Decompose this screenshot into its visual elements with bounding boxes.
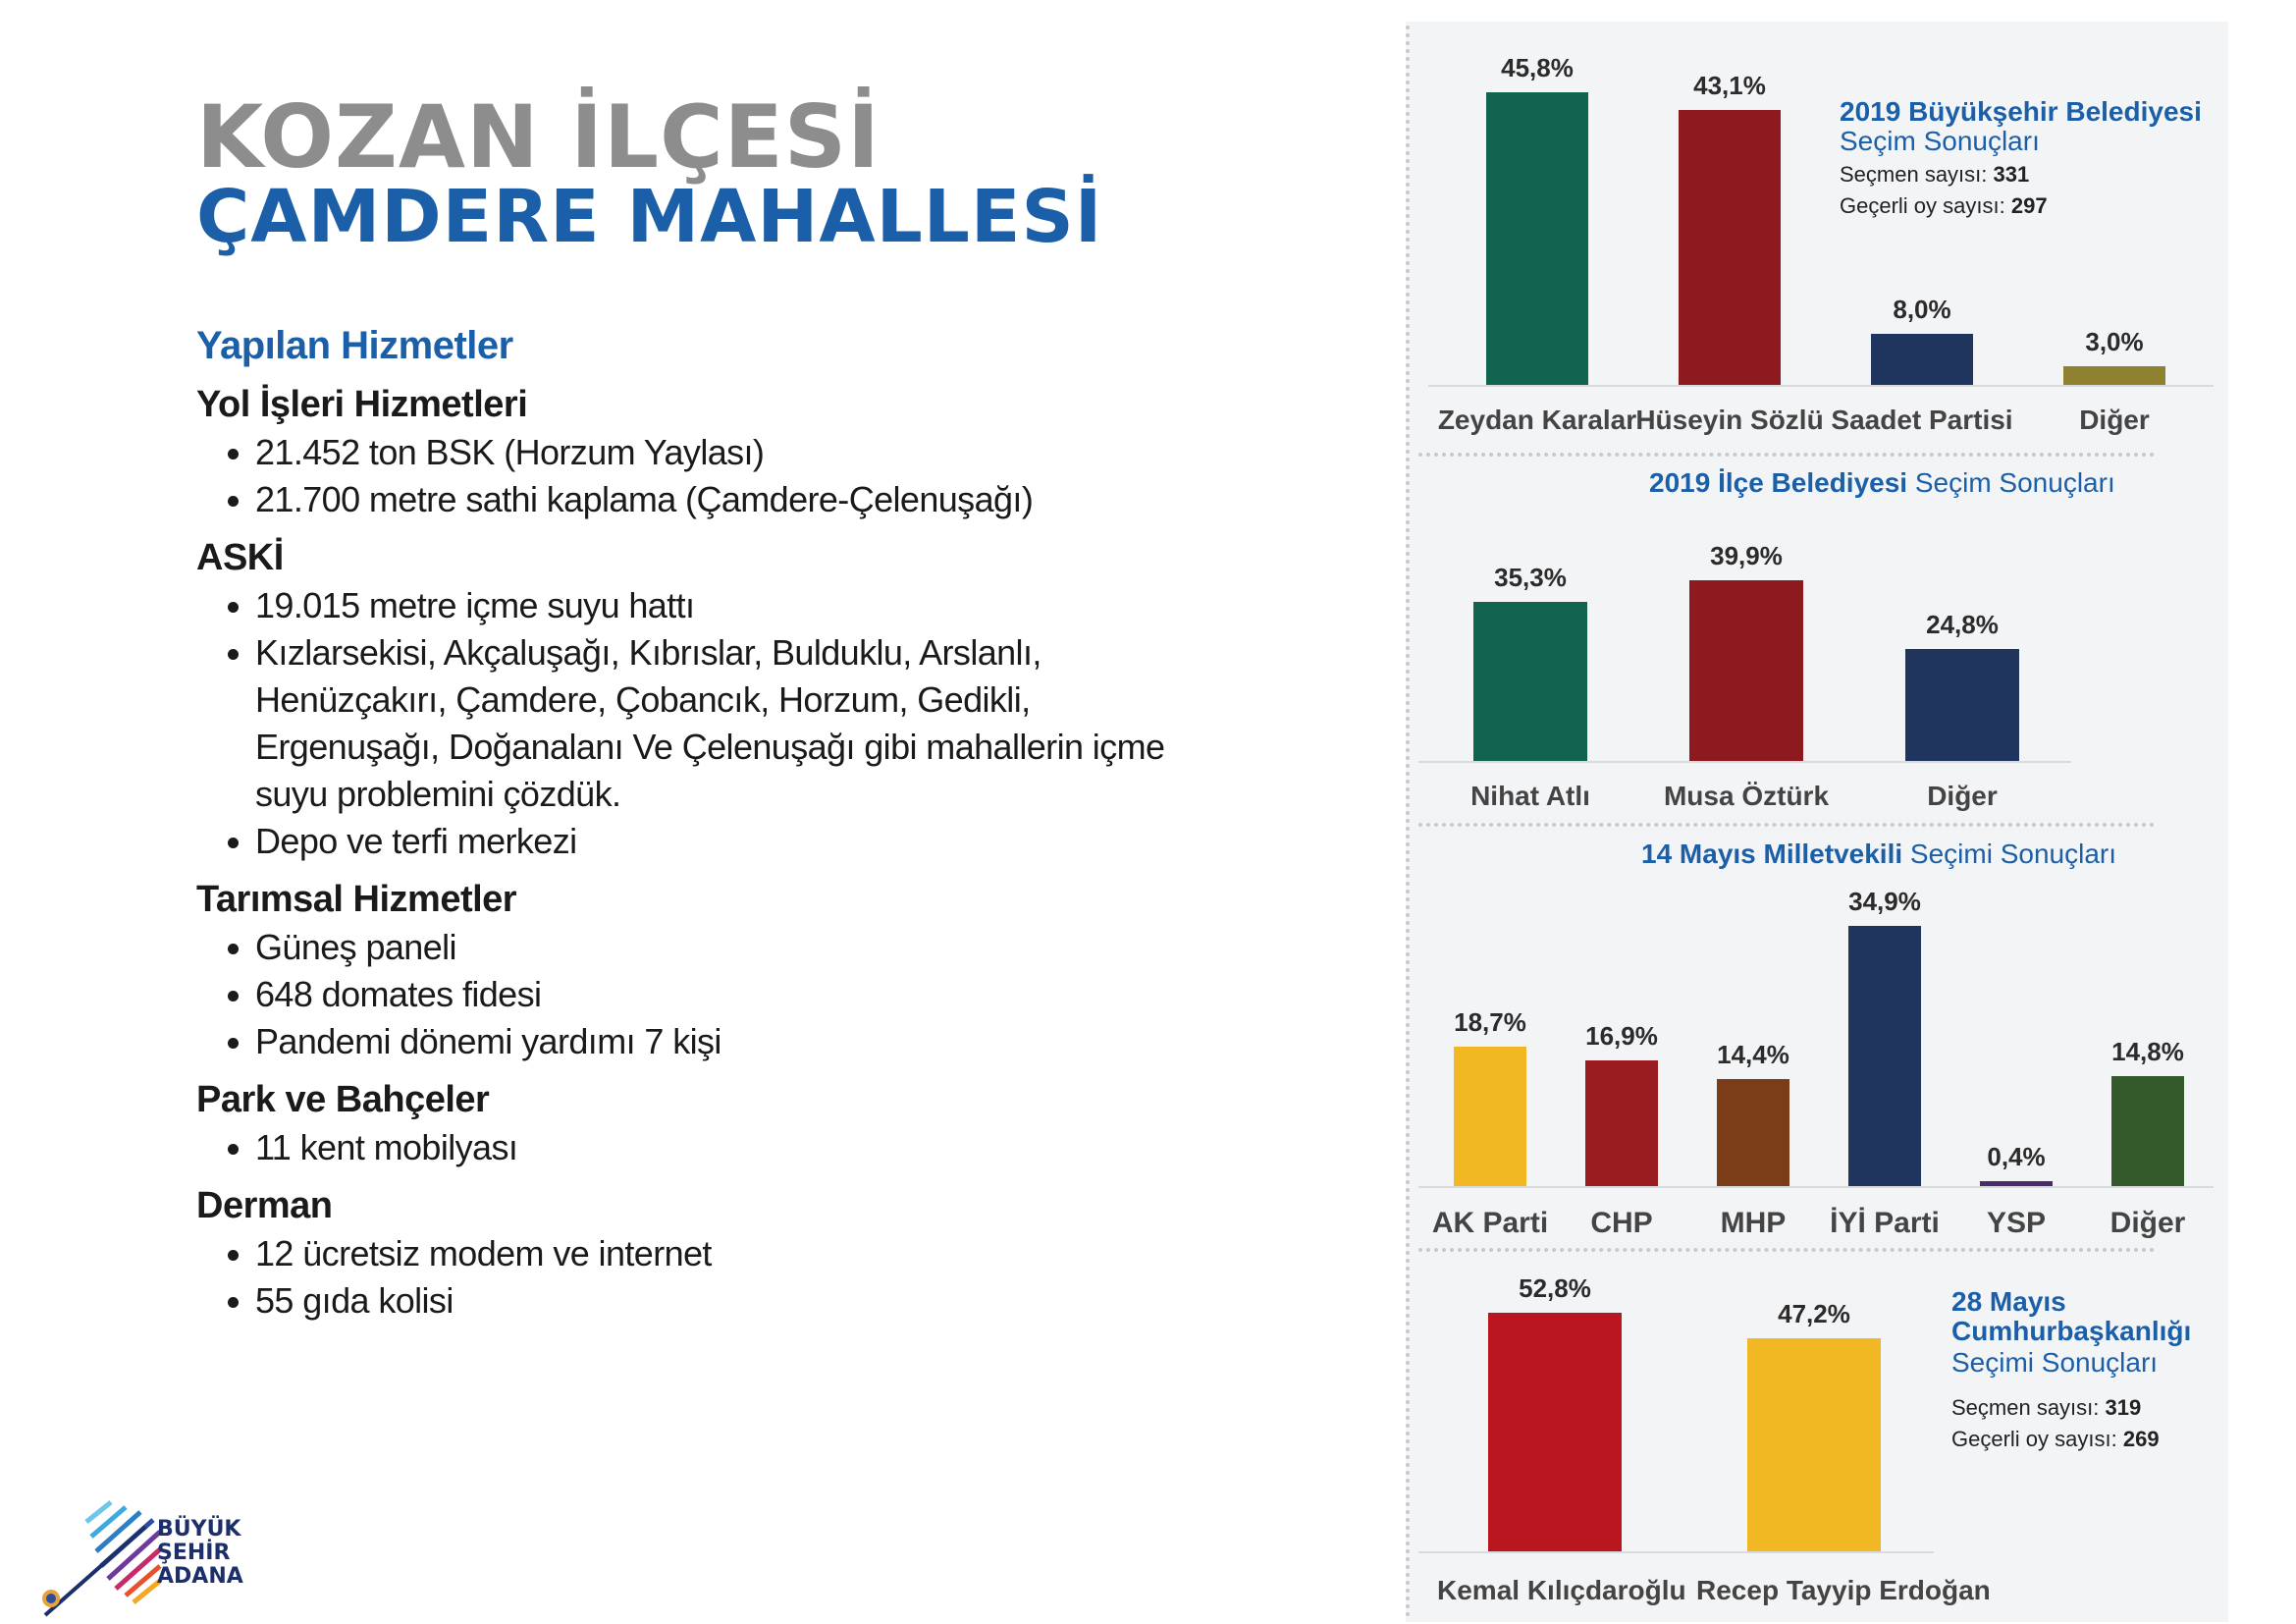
chart-2-category-label: Nihat Atlı	[1470, 781, 1590, 811]
district-title: KOZAN İLÇESİ	[196, 86, 881, 188]
chart-3-value-label: 14,4%	[1717, 1039, 1789, 1069]
chart-1-bar	[2063, 366, 2165, 386]
logo-line-2: ŞEHİR	[157, 1541, 231, 1565]
chart-3-value-label: 34,9%	[1848, 886, 1921, 916]
neighborhood-title: ÇAMDERE MAHALLESİ	[196, 175, 1103, 259]
service-item: 19.015 metre içme suyu hattı	[228, 582, 1178, 629]
services-sections	[196, 380, 1178, 1325]
chart-2-value-label: 39,9%	[1710, 541, 1783, 571]
services-title: Yapılan Hizmetler	[196, 324, 513, 367]
chart-3-baseline	[1418, 1186, 2214, 1188]
chart-1-category-label: Hüseyin Sözlü	[1635, 405, 1824, 435]
service-item: Depo ve terfi merkezi	[228, 818, 1178, 865]
chart-4-value-label: 47,2%	[1778, 1298, 1850, 1328]
service-item: 21.452 ton BSK (Horzum Yaylası)	[228, 429, 1178, 476]
chart-4-title-bold: 28 Mayıs	[1951, 1286, 2066, 1317]
chart-2-bar	[1905, 649, 2019, 761]
valid-votes-count: 269	[2122, 1427, 2160, 1451]
chart-2-value-label: 24,8%	[1926, 609, 1999, 639]
chart-1-category-label: Diğer	[2079, 405, 2150, 435]
chart-2-baseline	[1418, 761, 2071, 763]
chart-1-title-rest: Seçim Sonuçları	[1840, 126, 2040, 156]
chart-3-category-label: CHP	[1590, 1207, 1653, 1239]
service-items	[196, 582, 1178, 865]
service-section-heading: Park ve Bahçeler	[196, 1079, 490, 1120]
voters-label: Seçmen sayısı:	[1840, 162, 1988, 187]
chart-3-bar	[1454, 1047, 1526, 1186]
service-items	[196, 1124, 1178, 1171]
chart-3-bar	[1585, 1060, 1658, 1186]
service-items	[196, 924, 1178, 1065]
chart-2-title	[1649, 467, 2115, 499]
section-divider-2	[1418, 823, 2155, 827]
chart-3-category-label: AK Parti	[1431, 1207, 1549, 1239]
chart-4-bar	[1488, 1313, 1622, 1551]
service-section	[196, 875, 1178, 1065]
voters-count: 319	[2105, 1395, 2142, 1420]
chart-1-bar	[1486, 92, 1588, 385]
chart-3-value-label: 16,9%	[1585, 1020, 1658, 1051]
voters-label: Seçmen sayısı:	[1951, 1395, 2100, 1420]
service-section-heading: Yol İşleri Hizmetleri	[196, 384, 528, 425]
services-list	[196, 324, 1178, 1334]
panel-divider	[1406, 26, 1410, 1618]
chart-3-bar	[2111, 1076, 2184, 1186]
service-section	[196, 380, 1178, 523]
service-item: 12 ücretsiz modem ve internet	[228, 1230, 1178, 1277]
chart-1-value-label: 45,8%	[1501, 53, 1574, 83]
service-item: 11 kent mobilyası	[228, 1124, 1178, 1171]
chart-3-category-label: YSP	[1986, 1207, 2047, 1239]
chart-3-value-label: 14,8%	[2111, 1036, 2184, 1066]
service-section-heading: Derman	[196, 1185, 333, 1226]
voters-count: 331	[1993, 162, 2030, 187]
chart-1-value-label: 3,0%	[2085, 326, 2144, 356]
service-items	[196, 429, 1178, 523]
service-section-heading: ASKİ	[196, 537, 284, 578]
logo-line-3: ADANA	[157, 1564, 243, 1589]
service-items	[196, 1230, 1178, 1325]
chart-4-info	[1951, 1392, 2160, 1455]
chart-1-category-label: Zeydan Karalar	[1437, 405, 1637, 435]
service-item: Güneş paneli	[228, 924, 1178, 971]
chart-4-baseline	[1418, 1551, 1934, 1553]
chart-2-category-label: Diğer	[1927, 781, 1998, 811]
chart-3-title	[1641, 839, 2116, 870]
service-section	[196, 1181, 1178, 1325]
chart-4-title	[1951, 1286, 2066, 1318]
chart-4-category-label: Kemal Kılıçdaroğlu	[1437, 1575, 1686, 1605]
chart-4-subtitle	[1951, 1347, 2158, 1379]
service-item: Pandemi dönemi yardımı 7 kişi	[228, 1018, 1178, 1065]
chart-1-subtitle	[1840, 126, 2040, 157]
chart-3-bar	[1717, 1079, 1789, 1186]
chart-4-bar	[1747, 1338, 1881, 1551]
chart-3-bar	[1980, 1181, 2053, 1186]
chart-2-bar	[1473, 602, 1587, 761]
chart-4-category-label: Recep Tayyip Erdoğan	[1696, 1575, 1991, 1605]
chart-1-bar	[1871, 334, 1973, 385]
service-item: 648 domates fidesi	[228, 971, 1178, 1018]
valid-votes-count: 297	[2010, 193, 2048, 218]
chart-3-title-bold: 14 Mayıs Milletvekili	[1641, 839, 1903, 869]
chart-3-category-label: MHP	[1720, 1207, 1787, 1239]
chart-4-value-label: 52,8%	[1519, 1273, 1591, 1304]
service-section	[196, 533, 1178, 865]
service-section-heading: Tarımsal Hizmetler	[196, 879, 517, 920]
chart-3-category-label: Diğer	[2109, 1207, 2186, 1239]
service-item: Kızlarsekisi, Akçaluşağı, Kıbrıslar, Bulduklu, Arslanlı, Henüzçakırı, Çamdere, Çobancık, Horzum, Gedikli, Ergenuşağı, Doğanalanı Ve Çelenuşağı gibi mahallerin içme suyu problemini çözdük.	[228, 629, 1178, 818]
chart-1-value-label: 43,1%	[1693, 70, 1766, 100]
chart-4-title-rest: Seçimi Sonuçları	[1951, 1347, 2159, 1378]
service-item: 21.700 metre sathi kaplama (Çamdere-Çelenuşağı)	[228, 476, 1178, 523]
chart-1-title	[1840, 96, 2202, 128]
chart-2-value-label: 35,3%	[1494, 562, 1567, 592]
logo-line-1: BÜYÜK	[157, 1517, 241, 1542]
chart-3-category-label: İYİ Parti	[1830, 1207, 1940, 1239]
chart-4-title-line2	[1951, 1316, 2191, 1347]
service-item: 55 gıda kolisi	[228, 1277, 1178, 1325]
chart-1-title-bold: 2019 Büyükşehir Belediyesi	[1840, 96, 2202, 127]
chart-3-value-label: 0,4%	[1987, 1142, 2046, 1171]
section-divider-3	[1418, 1248, 2155, 1252]
chart-2-bar	[1689, 580, 1803, 761]
chart-3-title-rest: Seçimi Sonuçları	[1909, 839, 2117, 869]
chart-3-bar	[1848, 926, 1921, 1186]
chart-3-value-label: 18,7%	[1454, 1006, 1526, 1037]
valid-votes-label: Geçerli oy sayısı:	[1840, 193, 2005, 218]
logo-wordmark	[157, 1518, 243, 1589]
chart-1-bar	[1679, 110, 1781, 385]
chart-1-value-label: 8,0%	[1893, 295, 1951, 324]
section-divider-1	[1418, 453, 2155, 457]
chart-2-title-bold: 2019 İlçe Belediyesi	[1649, 467, 1908, 498]
service-section	[196, 1075, 1178, 1171]
chart-2-title-rest: Seçim Sonuçları	[1914, 467, 2115, 498]
valid-votes-label: Geçerli oy sayısı:	[1951, 1427, 2117, 1451]
chart-2-category-label: Musa Öztürk	[1663, 781, 1830, 811]
chart-1-category-label: Saadet Partisi	[1831, 405, 2013, 435]
chart-1-info	[1840, 159, 2048, 222]
chart-4-title-bold2: Cumhurbaşkanlığı	[1951, 1316, 2192, 1346]
chart-1-baseline	[1428, 385, 2214, 387]
